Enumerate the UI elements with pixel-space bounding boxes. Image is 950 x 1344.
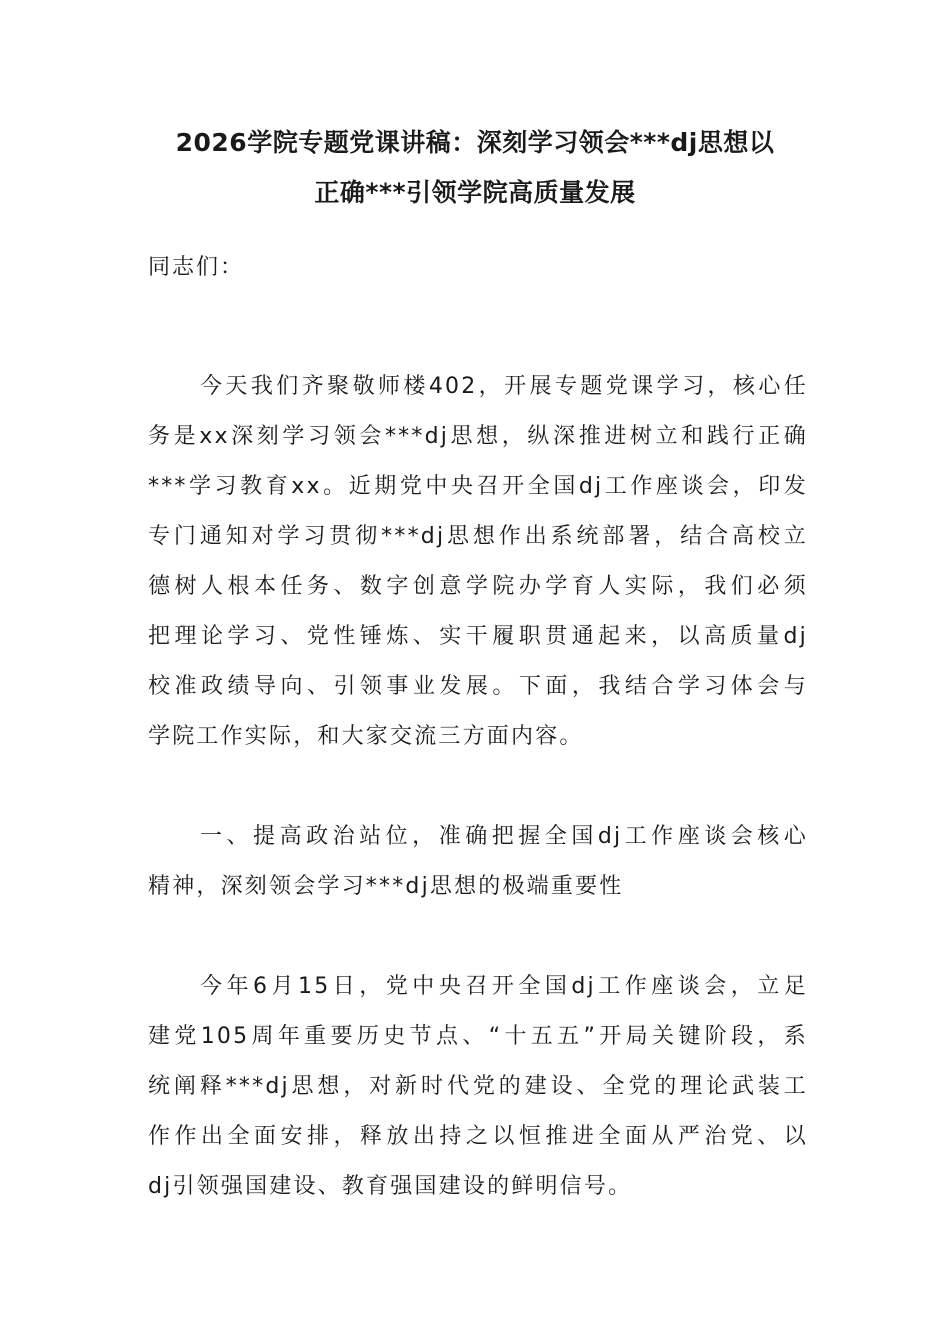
paragraph-line: ***学习教育xx。近期党中央召开全国dj工作座谈会，印发	[148, 474, 808, 499]
paragraph-line: 统阐释***dj思想，对新时代党的建设、全党的理论武装工	[148, 1074, 808, 1099]
heading-line: 精神，深刻领会学习***dj思想的极端重要性	[148, 874, 624, 899]
paragraph-line: 德树人根本任务、数字创意学院办学育人实际，我们必须	[148, 574, 808, 599]
paragraph-line: 今年6月15日，党中央召开全国dj工作座谈会，立足	[200, 974, 808, 999]
document-title	[120, 118, 830, 218]
paragraph-line: 学院工作实际，和大家交流三方面内容。	[148, 724, 584, 749]
paragraph-line: 把理论学习、党性锤炼、实干履职贯通起来，以高质量dj	[148, 624, 808, 649]
paragraph-line: 作作出全面安排，释放出持之以恒推进全面从严治党、以	[148, 1124, 808, 1149]
salutation: 同志们：	[148, 255, 245, 280]
paragraph-line: 建党105周年重要历史节点、“十五五”开局关键阶段，系	[148, 1024, 808, 1049]
heading-line: 一、提高政治站位，准确把握全国dj工作座谈会核心	[200, 824, 808, 849]
title-line-1: 2026学院专题党课讲稿：深刻学习领会***dj思想以	[175, 128, 775, 157]
paragraph-section-1	[148, 962, 808, 1212]
title-line-2: 正确***引领学院高质量发展	[314, 178, 636, 207]
paragraph-line: 务是xx深刻学习领会***dj思想，纵深推进树立和践行正确	[148, 424, 808, 449]
paragraph-line: 专门通知对学习贯彻***dj思想作出系统部署，结合高校立	[148, 524, 808, 549]
paragraph-line: 今天我们齐聚敬师楼402，开展专题党课学习，核心任	[200, 374, 808, 399]
paragraph-line: 校准政绩导向、引领事业发展。下面，我结合学习体会与	[148, 674, 808, 699]
paragraph-intro	[148, 362, 808, 762]
paragraph-line: dj引领强国建设、教育强国建设的鲜明信号。	[148, 1174, 633, 1199]
section-heading-1	[148, 812, 808, 912]
